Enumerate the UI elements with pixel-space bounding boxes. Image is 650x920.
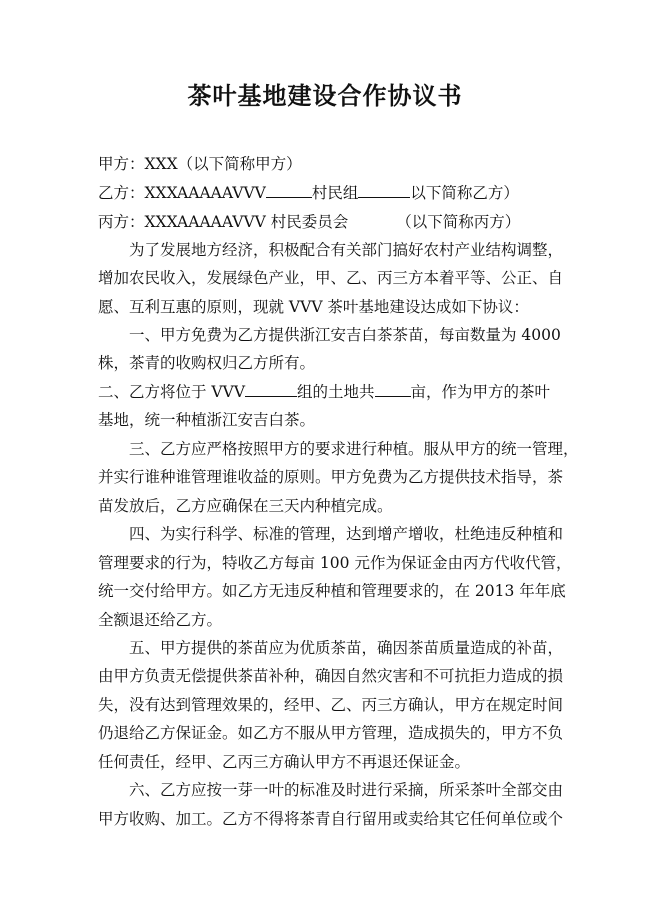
clause-2-part: 二、乙方将位于 VVV bbox=[98, 383, 246, 401]
clause-4-line: 四、为实行科学、标准的管理，达到增产增收，杜绝违反种植和 bbox=[129, 525, 564, 543]
clause-5-line: 由甲方负责无偿提供茶苗补种，确因自然灾害和不可抗拒力造成的损 bbox=[98, 667, 564, 685]
party-b-prefix: 乙方：XXXAAAAAVVV bbox=[98, 184, 266, 202]
clause-5-line: 任何责任，经甲、乙丙三方确认甲方不再退还保证金。 bbox=[98, 753, 471, 771]
clause-3-line: 并实行谁种谁管理谁收益的原则。甲方免费为乙方提供技术指导，茶 bbox=[98, 468, 564, 486]
area-blank bbox=[375, 382, 411, 397]
preamble-line: 愿、互利互惠的原则，现就 VVV 茶叶基地建设达成如下协议： bbox=[98, 298, 529, 316]
party-c-line bbox=[98, 212, 558, 232]
clause-3-line: 苗发放后，乙方应确保在三天内种植完成。 bbox=[98, 497, 393, 515]
preamble-line: 增加农民收入，发展绿色产业，甲、乙、丙三方本着平等、公正、自 bbox=[98, 269, 564, 287]
group-blank bbox=[245, 382, 297, 397]
clause-6-line: 六、乙方应按一芽一叶的标准及时进行采摘，所采茶叶全部交由 bbox=[129, 781, 564, 799]
clause-5-line: 失，没有达到管理效果的，经甲、乙、丙三方确认，甲方在规定时间 bbox=[98, 696, 564, 714]
clause-2-part: 组的土地共 bbox=[297, 383, 375, 401]
clause-6-line: 甲方收购、加工。乙方不得将茶青自行留用或卖给其它任何单位或个 bbox=[98, 810, 564, 828]
clause-1-line: 株，茶青的收购权归乙方所有。 bbox=[98, 354, 316, 372]
clause-4-line: 统一交付给甲方。如乙方无违反种植和管理要求的，在 2013 年年底 bbox=[98, 582, 566, 600]
clause-4-line: 管理要求的行为，特收乙方每亩 100 元作为保证金由丙方代收代管， bbox=[98, 554, 572, 572]
clause-5-line: 五、甲方提供的茶苗应为优质茶苗，确因茶苗质量造成的补苗， bbox=[129, 639, 564, 657]
clause-2-part: 亩，作为甲方的茶叶 bbox=[410, 383, 551, 401]
clause-1-line: 一、甲方免费为乙方提供浙江安吉白茶茶苗，每亩数量为 4000 bbox=[129, 326, 561, 344]
clause-2-line bbox=[98, 382, 558, 402]
party-b-suffix: 以下简称乙方） bbox=[410, 184, 519, 202]
village-blank bbox=[266, 183, 312, 198]
party-b-line bbox=[98, 183, 558, 203]
party-b-village: 村民组 bbox=[311, 184, 359, 202]
preamble-line: 为了发展地方经济，积极配合有关部门搞好农村产业结构调整， bbox=[129, 241, 564, 259]
document-title: 茶叶基地建设合作协议书 bbox=[187, 81, 463, 110]
clause-4-line: 全额退还给乙方。 bbox=[98, 611, 223, 629]
party-a-line: 甲方：XXX（以下简称甲方） bbox=[98, 155, 302, 173]
clause-5-line: 仍退给乙方保证金。如乙方不服从甲方管理，造成损失的，甲方不负 bbox=[98, 724, 564, 742]
clause-2-line: 基地，统一种植浙江安吉白茶。 bbox=[98, 411, 316, 429]
party-c-suffix: （以下简称丙方） bbox=[396, 213, 521, 231]
clause-3-line: 三、乙方应严格按照甲方的要求进行种植。服从甲方的统一管理， bbox=[129, 440, 579, 458]
party-c-text: 丙方：XXXAAAAAVVV 村民委员会 bbox=[98, 213, 349, 231]
group-blank bbox=[358, 183, 410, 198]
